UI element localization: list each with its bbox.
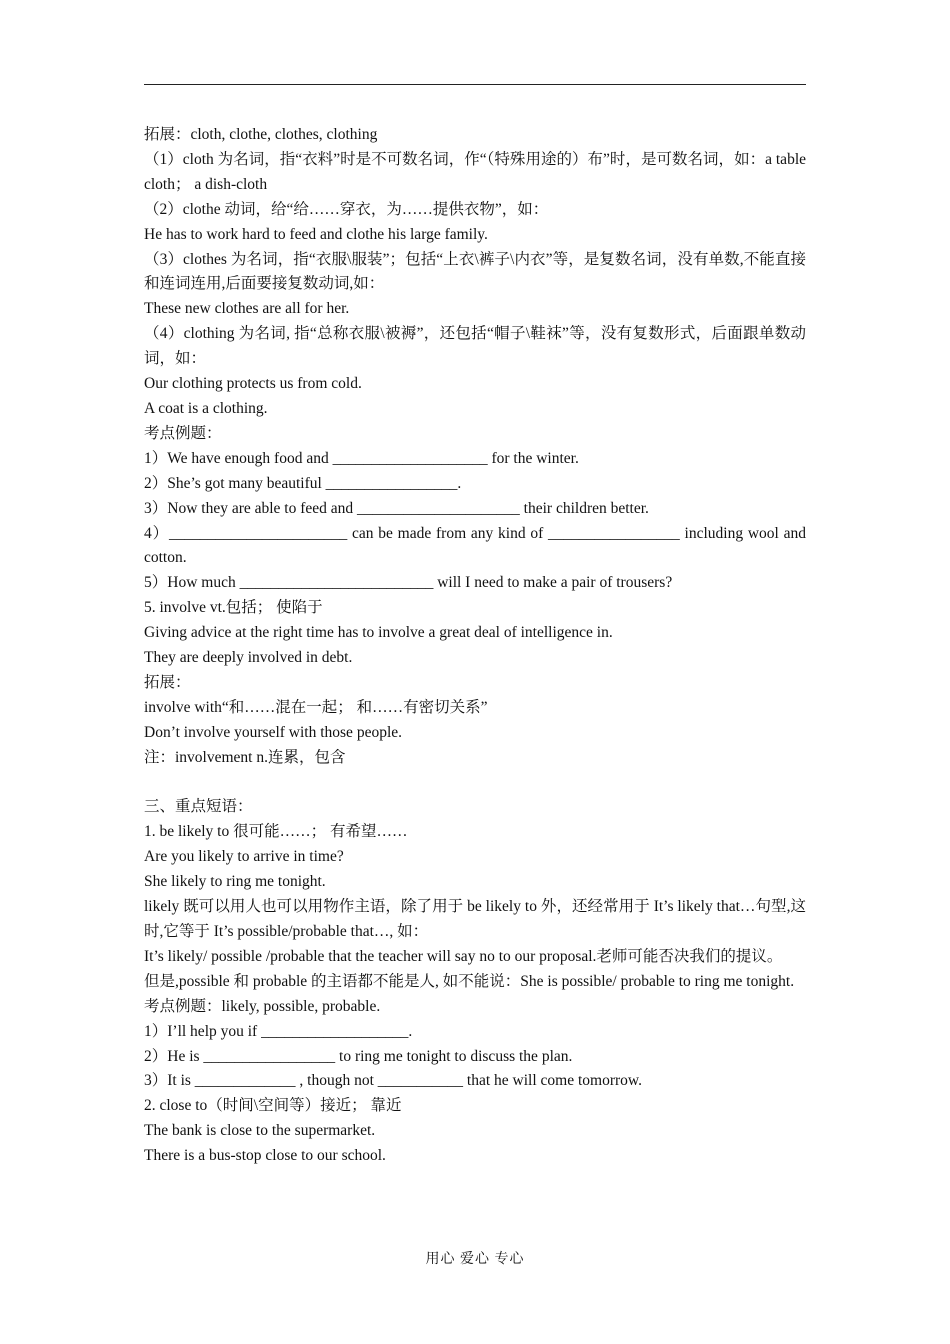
text-line: He has to work hard to feed and clothe his large family. bbox=[144, 225, 488, 243]
blank-line bbox=[144, 771, 806, 796]
text-line: 2. close to（时间\空间等）接近； 靠近 bbox=[144, 1097, 402, 1115]
text-line: 考点例题： bbox=[144, 424, 222, 442]
text-line: Our clothing protects us from cold. bbox=[144, 375, 362, 393]
text-line: 拓展：cloth, clothe, clothes, clothing bbox=[144, 126, 378, 143]
text-line: 考点例题：likely, possible, probable. bbox=[144, 997, 381, 1015]
text-line: likely 既可以用人也可以用物作主语，除了用于 be likely to 外，还经常用于 It’s likely that…句型,这时,它等于 It’s possible/probable that…, 如： bbox=[144, 898, 806, 940]
text-line: They are deeply involved in debt. bbox=[144, 649, 353, 667]
text-line: 1. be likely to 很可能……； 有希望…… bbox=[144, 823, 408, 841]
text-line: 拓展： bbox=[144, 673, 191, 691]
text-line: There is a bus-stop close to our school. bbox=[144, 1147, 386, 1165]
text-line: Giving advice at the right time has to involve a great deal of intelligence in. bbox=[144, 624, 613, 642]
text-line: 2）He is _________________ to ring me tonight to discuss the plan. bbox=[144, 1047, 573, 1065]
document-body bbox=[144, 123, 806, 1169]
text-line: 3）Now they are able to feed and _____________________ their children better. bbox=[144, 499, 649, 517]
text-line: 1）I’ll help you if ___________________. bbox=[144, 1022, 413, 1040]
page-footer: 用心 爱心 专心 bbox=[425, 1252, 525, 1267]
text-line: 注：involvement n.连累，包含 bbox=[144, 748, 346, 766]
text-line: 2）She’s got many beautiful _________________. bbox=[144, 474, 462, 492]
text-line: （3）clothes 为名词，指“衣服\服装”；包括“上衣\裤子\内衣”等，是复数名词，没有单数,不能直接和连词连用,后面要接复数动词,如： bbox=[144, 250, 806, 293]
text-line: （2）clothe 动词，给“给……穿衣，为……提供衣物”，如： bbox=[144, 200, 549, 218]
text-line: These new clothes are all for her. bbox=[144, 300, 350, 318]
text-line: A coat is a clothing. bbox=[144, 399, 268, 417]
text-line: Are you likely to arrive in time? bbox=[144, 848, 344, 866]
text-line: 5）How much _________________________ will I need to make a pair of trousers? bbox=[144, 574, 673, 592]
text-line: （4）clothing 为名词, 指“总称衣服\被褥”，还包括“帽子\鞋袜”等，没有复数形式，后面跟单数动词，如： bbox=[144, 325, 806, 368]
text-line: 4）_______________________ can be made from any kind of _________________ including wool and cotton. bbox=[144, 524, 806, 567]
text-line: She likely to ring me tonight. bbox=[144, 873, 326, 891]
text-line: Don’t involve yourself with those people. bbox=[144, 723, 403, 741]
header-rule bbox=[144, 84, 806, 85]
text-line: 1）We have enough food and ____________________ for the winter. bbox=[144, 449, 579, 467]
text-line: involve with“和……混在一起； 和……有密切关系” bbox=[144, 698, 488, 716]
text-line: 5. involve vt.包括； 使陷于 bbox=[144, 599, 323, 617]
text-line: 3）It is _____________ , though not ___________ that he will come tomorrow. bbox=[144, 1072, 642, 1090]
text-line: It’s likely/ possible /probable that the teacher will say no to our proposal.老师可能否决我们的提议。 bbox=[144, 947, 783, 965]
text-line: 但是,possible 和 probable 的主语都不能是人, 如不能说：She is possible/ probable to ring me tonight. bbox=[144, 972, 795, 990]
text-line: The bank is close to the supermarket. bbox=[144, 1122, 376, 1140]
text-line: （1）cloth 为名词，指“衣料”时是不可数名词，作“（特殊用途的）布”时，是可数名词，如：a table cloth； a dish-cloth bbox=[144, 150, 806, 193]
text-line: 三、重点短语： bbox=[144, 798, 253, 816]
